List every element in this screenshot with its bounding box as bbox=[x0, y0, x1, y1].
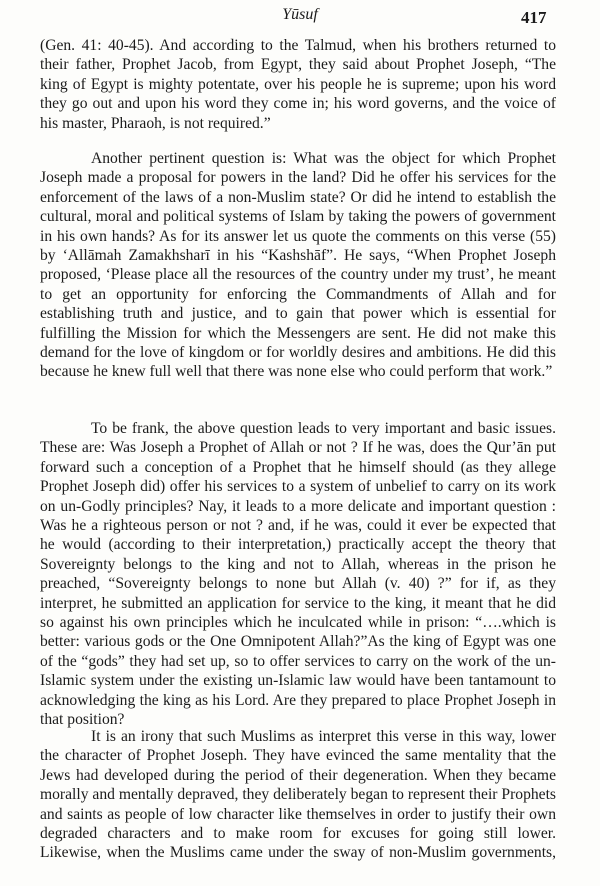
text-line: enforcement of the laws of a non-Muslim state? Or did he intend to establish the bbox=[40, 188, 556, 206]
text-line: Was he a righteous person or not ? and, if he was, could it ever be expected that bbox=[40, 517, 556, 534]
text-line: Jews had developed during the period of their degeneration. When they became bbox=[40, 766, 556, 784]
text-line: in his own hands? As for its answer let us quote the comments on this verse (55) bbox=[40, 227, 556, 245]
text-line: so against his own principles which he inculcated while in prison: “….which is bbox=[40, 614, 556, 631]
text-line: It is an irony that such Muslims as interpret this verse in this way, lower bbox=[91, 728, 556, 745]
text-line: Joseph made a proposal for powers in the land? Did he offer his services for the bbox=[40, 169, 556, 187]
text-line: acknowledging the king as his Lord. Are they prepared to place Prophet Joseph in bbox=[40, 691, 556, 709]
text-line: These are: Was Joseph a Prophet of Allah or not ? If he was, does the Qur’ān put bbox=[40, 439, 556, 457]
text-line: (Gen. 41: 40-45). And according to the Talmud, when his brothers returned to bbox=[40, 37, 556, 54]
text-line: his master, Pharaoh, is not required.” bbox=[40, 114, 271, 132]
text-line: better: various gods or the One Omnipotent Allah?”As the king of Egypt was one bbox=[40, 633, 556, 651]
text-line: they go out and upon his word they come in; his word governs, and the voice of bbox=[40, 95, 556, 113]
running-head-title: Yūsuf bbox=[282, 6, 318, 23]
text-line: preached, “Sovereignty belongs to none but Allah (v. 40) ?” for if, as they bbox=[40, 575, 556, 593]
text-line: interpret, he submitted an application for service to the king, it meant that he did bbox=[40, 594, 556, 612]
text-line: and saints as people of low character like themselves in order to justify their own bbox=[40, 805, 556, 823]
text-line: on un-Godly principles? Nay, it leads to a more delicate and important question : bbox=[40, 497, 556, 515]
text-line: Likewise, when the Muslims came under the sway of non-Muslim governments, bbox=[40, 844, 556, 862]
text-line: fulfilling the Mission for which the Messengers are sent. He did not make this bbox=[40, 324, 556, 342]
text-line: Another pertinent question is: What was the object for which Prophet bbox=[91, 150, 556, 167]
text-line: Prophet Joseph did) offer his services to a system of unbelief to carry on its work bbox=[40, 478, 556, 496]
text-line: proposed, ‘Please place all the resources of the country under my trust’, he meant bbox=[40, 266, 556, 284]
text-line: To be frank, the above question leads to very important and basic issues. bbox=[91, 420, 556, 437]
text-line: cultural, moral and political systems of Islam by taking the powers of government bbox=[40, 208, 556, 226]
text-line: by ‘Allāmah Zamakhsharī in his “Kashshāf”. He says, “When Prophet Joseph bbox=[40, 247, 556, 264]
text-line: morally and mentally depraved, they deliberately began to represent their Prophets bbox=[40, 786, 556, 804]
text-line: Islamic system under the existing un-Islamic law would have been tantamount to bbox=[40, 672, 556, 690]
text-line: their father, Prophet Jacob, from Egypt, they said about Prophet Joseph, “The bbox=[40, 56, 556, 74]
text-line: king of Egypt is mighty potentate, over his people he is supreme; upon his word bbox=[40, 75, 556, 93]
text-line: because he knew full well that there was none else who could perform that work.” bbox=[40, 363, 553, 381]
text-line: forward such a conception of a Prophet that he himself should (as they allege bbox=[40, 458, 556, 476]
text-line: to get an opportunity for enforcing the Commandments of Allah and for bbox=[40, 285, 556, 303]
page-number: 417 bbox=[521, 8, 547, 27]
text-line: he would (according to their interpretation,) practically accept the theory that bbox=[40, 536, 556, 554]
text-line: degraded characters and to make room for excuses for going still lower. bbox=[40, 825, 556, 842]
text-line: the character of Prophet Joseph. They have evinced the same mentality that the bbox=[40, 747, 556, 765]
text-line: of the “gods” they had set up, so to offer services to carry on the work of the un- bbox=[40, 652, 556, 670]
text-line: that position? bbox=[40, 711, 125, 728]
text-line: demand for the love of kingdom or for worldly desires and ambitions. He did this bbox=[40, 344, 556, 361]
text-line: Sovereignty belongs to the king and not to Allah, whereas in the prison he bbox=[40, 555, 556, 573]
text-line: establishing truth and justice, and to gain that power which is essential for bbox=[40, 305, 556, 323]
